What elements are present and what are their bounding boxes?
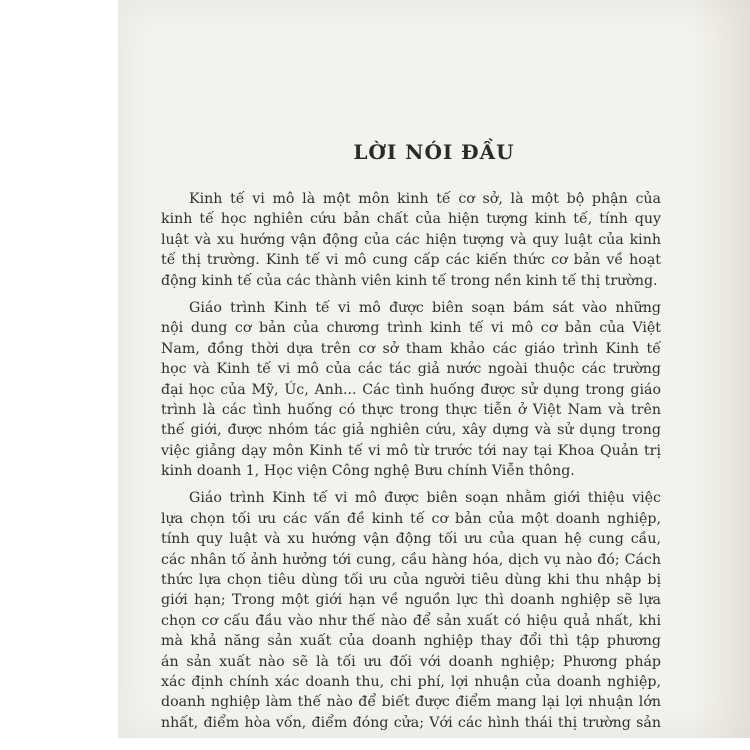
text-line: việc giảng dạy môn Kinh tế vi mô từ trước tới nay tại Khoa Quản trị <box>161 442 661 459</box>
text-line: thế giới, được nhóm tác giả nghiên cứu, xây dựng và sử dụng trong <box>161 422 661 439</box>
text-line: Kinh tế vi mô là một môn kinh tế cơ sở, là một bộ phận của <box>189 191 661 207</box>
text-line: nhất, điểm hòa vốn, điểm đóng cửa; Với các hình thái thị trường sản <box>161 714 661 731</box>
text-line: kinh tế học nghiên cứu bản chất của hiện tượng kinh tế, tính quy <box>161 211 661 228</box>
text-line: kinh doanh 1, Học viện Công nghệ Bưu chính Viễn thông. <box>161 463 575 480</box>
text-line: luật và xu hướng vận động của các hiện tượng và quy luật của kinh <box>161 231 661 248</box>
text-line: tính quy luật và xu hướng vận động tối ưu của quan hệ cung cầu, <box>161 531 661 548</box>
text-line: Nam, đồng thời dựa trên cơ sở tham khảo các giáo trình Kinh tế <box>161 340 661 357</box>
text-line: Giáo trình Kinh tế vi mô được biên soạn nhằm giới thiệu việc <box>189 490 661 507</box>
text-line: thức lựa chọn tiêu dùng tối ưu của người tiêu dùng khi thu nhập bị <box>161 572 661 589</box>
text-line: học và Kinh tế vi mô của các tác giả nước ngoài thuộc các trường <box>161 361 661 378</box>
text-line: Giáo trình Kinh tế vi mô được biên soạn bám sát vào những <box>189 299 661 316</box>
text-line: án sản xuất nào sẽ là tối ưu đối với doanh nghiệp; Phương pháp <box>161 653 661 670</box>
paragraph-2 <box>161 298 661 482</box>
text-line: lựa chọn tối ưu các vấn đề kinh tế cơ bản của một doanh nghiệp, <box>161 510 661 527</box>
text-line: đại học của Mỹ, Úc, Anh... Các tình huống được sử dụng trong giáo <box>161 381 661 398</box>
text-line: tế thị trường. Kinh tế vi mô cung cấp các kiến thức cơ bản về hoạt <box>161 252 661 269</box>
page-edge-shadow <box>690 0 750 738</box>
text-line: trình là các tình huống có thực trong thực tiễn ở Việt Nam và trên <box>161 401 661 418</box>
page-title: LỜI NÓI ĐẦU <box>353 140 515 164</box>
paragraph-3 <box>161 488 661 733</box>
text-line: mà khả năng sản xuất của doanh nghiệp thay đổi thì tập phương <box>161 633 661 650</box>
page-body <box>161 189 661 738</box>
scanned-page <box>118 0 750 738</box>
text-line: chọn cơ cấu đầu vào như thế nào để sản xuất có hiệu quả nhất, khi <box>161 612 661 629</box>
text-line: giới hạn; Trong một giới hạn về nguồn lực thì doanh nghiệp sẽ lựa <box>161 592 661 609</box>
text-line: động kinh tế của các thành viên kinh tế trong nền kinh tế thị trường. <box>161 272 658 289</box>
text-line: các nhân tố ảnh hưởng tới cung, cầu hàng hóa, dịch vụ nào đó; Cách <box>161 551 661 568</box>
text-line: nội dung cơ bản của chương trình kinh tế vi mô cơ bản của Việt <box>161 320 661 337</box>
text-line: doanh nghiệp làm thế nào để biết được điểm mang lại lợi nhuận lớn <box>161 694 661 711</box>
text-line: xác định chính xác doanh thu, chi phí, lợi nhuận của doanh nghiệp, <box>161 673 661 690</box>
paragraph-1 <box>161 189 661 291</box>
